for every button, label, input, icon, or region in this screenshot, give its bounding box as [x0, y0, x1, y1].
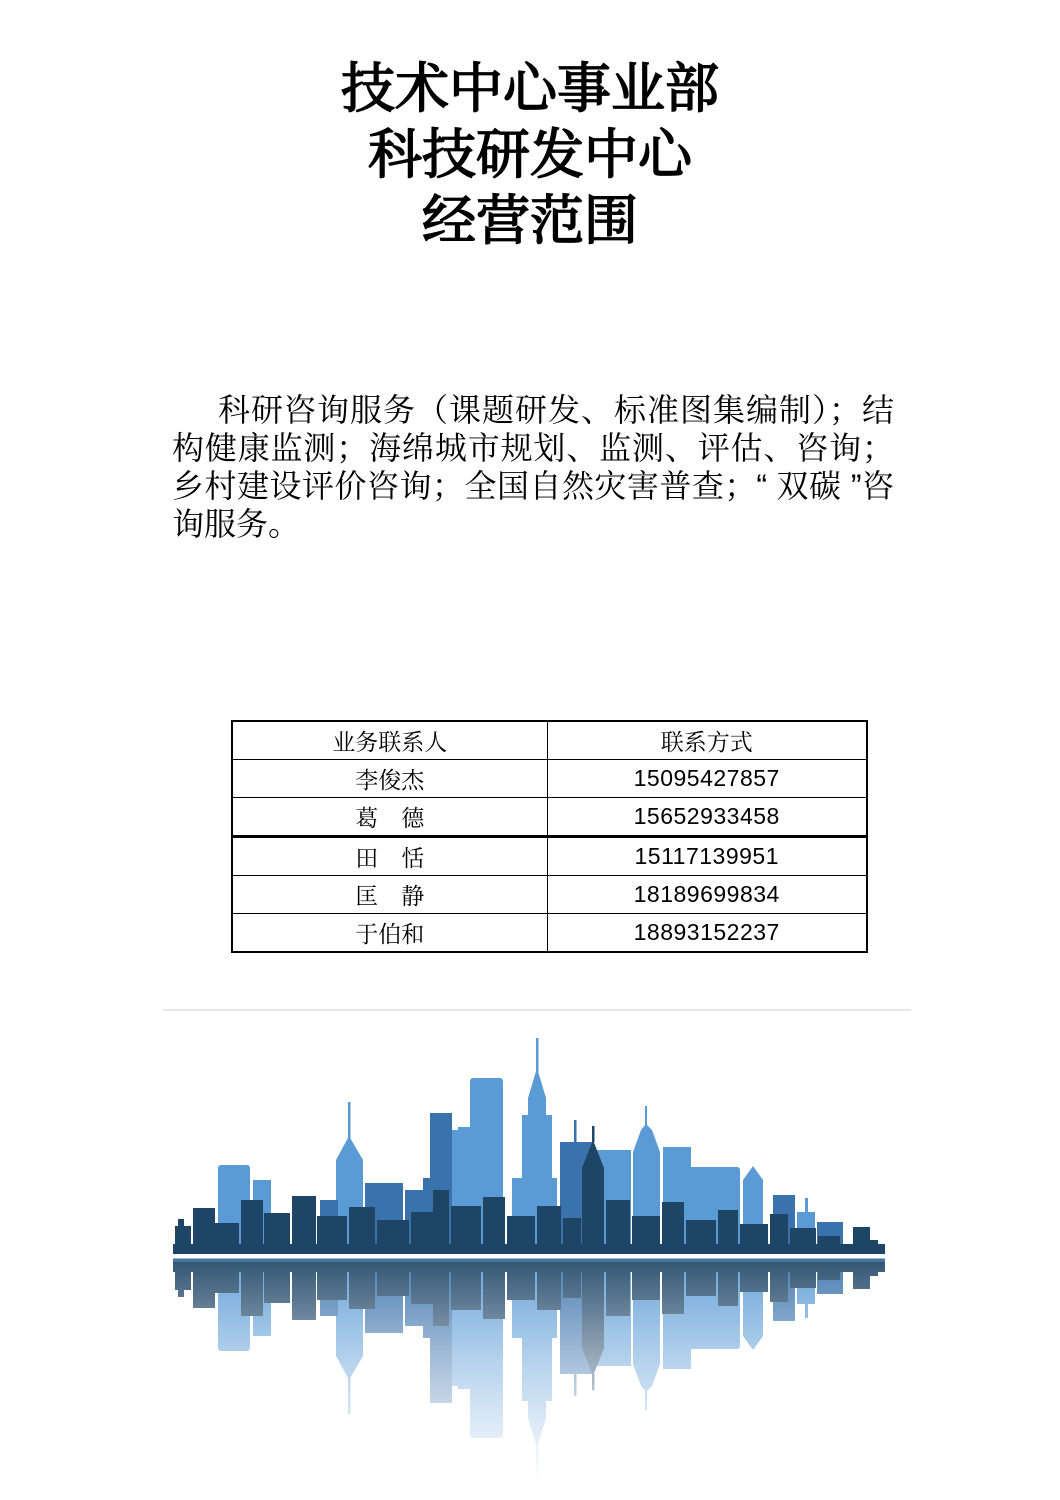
skyline-reflection [173, 1262, 885, 1478]
business-scope-paragraph: 科研咨询服务（课题研发、标准图集编制）；结构健康监测；海绵城市规划、监测、评估、咨询；乡村建设评价咨询；全国自然灾害普查；“ 双碳 ”咨询服务。 [172, 392, 894, 542]
city-skyline-icon [165, 1030, 925, 1490]
table-row [232, 876, 867, 914]
header-cell-contact-person: 业务联系人 [232, 721, 547, 760]
header-cell-contact-method: 联系方式 [547, 721, 867, 760]
table-row [232, 798, 867, 837]
contact-name-cell: 李俊杰 [232, 760, 547, 798]
contact-phone-cell: 15117139951 [547, 837, 867, 876]
page-title [0, 56, 1060, 254]
contact-phone-cell: 15652933458 [547, 798, 867, 837]
city-skyline-graphic [165, 1030, 925, 1490]
page-title-line-2: 科技研发中心 [368, 125, 692, 185]
table-header-row [232, 721, 867, 760]
contact-phone-cell: 18189699834 [547, 876, 867, 914]
contact-name-cell: 葛 德 [232, 798, 547, 837]
contact-name-cell: 田 恬 [232, 837, 547, 876]
contact-name-cell: 于伯和 [232, 914, 547, 953]
contact-name-cell: 匡 静 [232, 876, 547, 914]
waterline-bar [173, 1244, 885, 1254]
reflection-waterline [173, 1259, 885, 1263]
table-row [232, 760, 867, 798]
table-row [232, 914, 867, 953]
contact-table [231, 720, 868, 953]
horizontal-divider [163, 1009, 911, 1011]
table-row [232, 837, 867, 876]
page-title-line-3: 经营范围 [422, 191, 638, 251]
contact-phone-cell: 18893152237 [547, 914, 867, 953]
contact-phone-cell: 15095427857 [547, 760, 867, 798]
page-title-line-1: 技术中心事业部 [341, 59, 719, 119]
